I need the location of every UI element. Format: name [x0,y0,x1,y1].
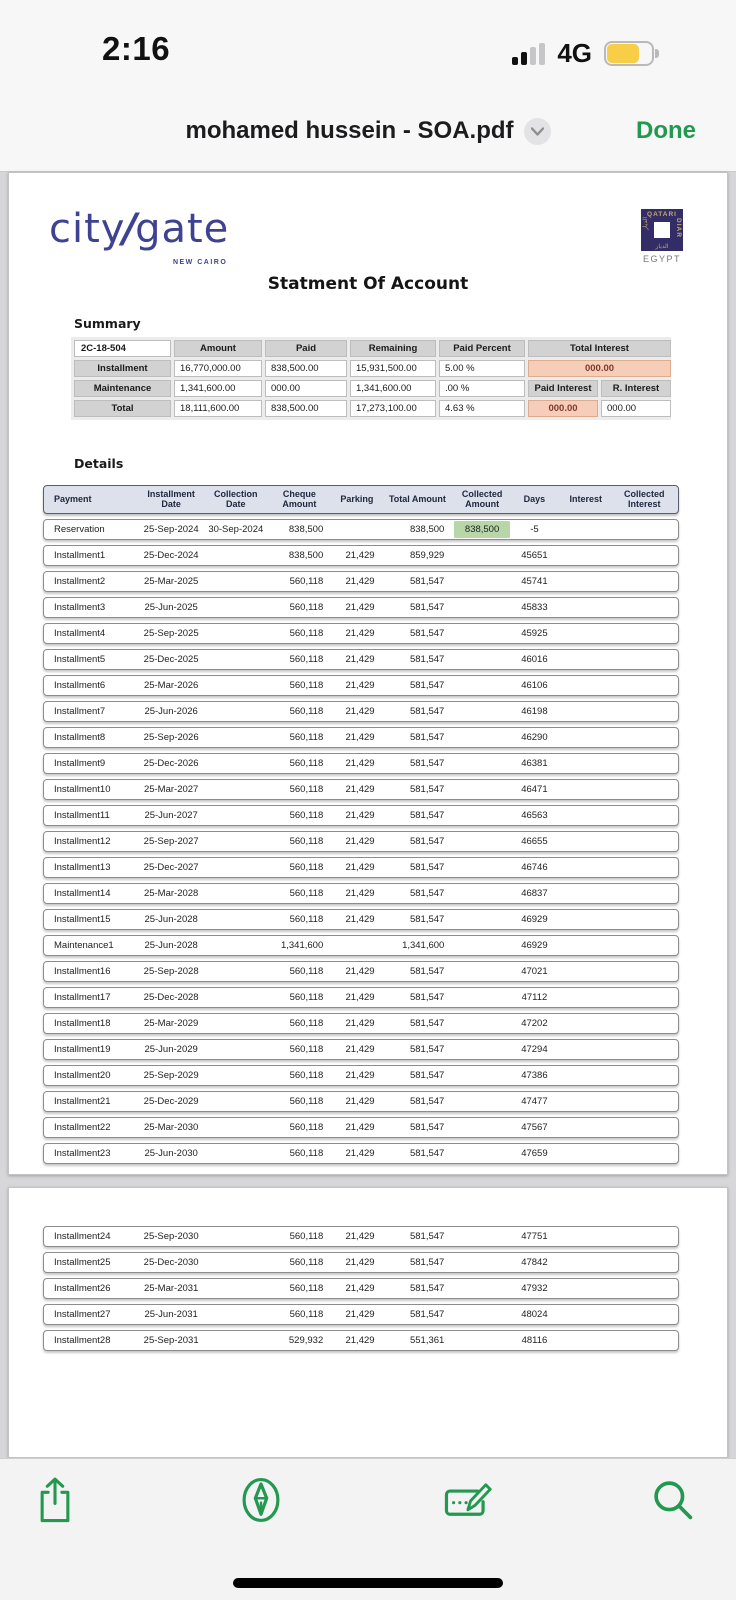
days-cell: 45741 [521,575,548,587]
maintenance-row-label: Maintenance [74,380,171,397]
parking-cell: 21,429 [345,653,375,665]
payment-cell: Installment10 [54,783,111,795]
parking-cell: 21,429 [345,809,375,821]
cheque-amount-cell: 529,932 [288,1335,324,1346]
total-amount-cell: 551,361 [409,1335,445,1346]
days-cell: 46016 [521,653,548,665]
table-row [43,1330,679,1351]
days-cell: 45833 [521,601,548,613]
payment-cell: Reservation [54,523,105,535]
total-amount-cell: 581,547 [409,1309,445,1320]
total-amount-cell: 581,547 [409,757,445,769]
payment-cell: Installment19 [54,1043,111,1055]
days-cell: 46563 [521,809,548,821]
installment-date-cell: 25-Dec-2027 [143,861,199,873]
total-amount-cell: 581,547 [409,991,445,1003]
table-row [43,649,679,670]
total-amount-cell: 581,547 [409,1095,445,1107]
details-section-label: Details [74,456,124,471]
cheque-amount-cell: 560,118 [289,809,324,821]
days-cell: 46837 [521,887,548,899]
payment-cell: Installment14 [54,887,111,899]
top-chrome [0,0,736,172]
cheque-amount-cell: 560,118 [289,601,324,613]
cheque-amount-cell: 560,118 [289,991,324,1003]
installment-date-cell: 25-Sep-2027 [143,835,199,847]
parking-cell: 21,429 [345,575,375,587]
table-row [43,935,679,956]
total-amount-cell: 581,547 [409,653,445,665]
parking-cell: 21,429 [345,549,375,561]
search-icon [651,1478,695,1522]
table-row [43,1226,679,1247]
parking-cell: 21,429 [345,731,375,743]
table-row [43,805,679,826]
payment-cell: Installment21 [54,1095,111,1107]
cheque-amount-cell: 560,118 [289,627,324,639]
payment-cell: Installment1 [54,549,106,561]
details-rows-page1 [43,519,679,1164]
days-cell: 47751 [521,1231,548,1242]
days-cell: 47842 [521,1257,548,1268]
share-icon [34,1476,76,1524]
cheque-amount-cell: 560,118 [289,1147,324,1159]
total-paid-interest: 000.00 [528,400,598,417]
header-total-amount: Total Amount [388,494,446,505]
payment-cell: Installment26 [54,1283,111,1294]
collected-amount-cell: 838,500 [452,521,512,538]
installment-amount: 16,770,000.00 [174,360,262,377]
days-cell: 47112 [521,991,548,1003]
installment-date-cell: 25-Mar-2026 [143,679,199,691]
cheque-amount-cell: 560,118 [289,575,324,587]
total-amount-cell: 581,547 [409,835,445,847]
total-amount-cell: 581,547 [409,1231,445,1242]
days-cell: 46655 [521,835,548,847]
table-row [43,597,679,618]
total-amount-cell: 859,929 [409,549,445,561]
network-type-label: 4G [557,38,592,68]
days-cell: 48024 [521,1309,548,1320]
cheque-amount-cell: 1,341,600 [280,939,324,951]
nav-bar [0,90,736,172]
parking-cell: 21,429 [345,679,375,691]
total-amount-cell: 581,547 [409,887,445,899]
days-cell: 46290 [521,731,548,743]
cheque-amount-cell: 560,118 [289,1257,324,1268]
parking-cell: 21,429 [345,705,375,717]
installment-date-cell: 25-Sep-2024 [143,523,199,535]
header-collected-amount: Collected Amount [461,489,503,510]
pdf-page-1 [8,172,728,1175]
parking-cell: 21,429 [345,1309,375,1320]
r-interest-header: R. Interest [601,380,671,397]
table-row [43,1065,679,1086]
installment-date-cell: 25-Mar-2030 [143,1121,199,1133]
total-amount-cell: 581,547 [409,861,445,873]
parking-cell: 21,429 [345,887,375,899]
total-amount-cell: 581,547 [409,679,445,691]
document-title: mohamed hussein - SOA.pdf [185,117,514,144]
cheque-amount-cell: 560,118 [289,705,324,717]
parking-cell: 21,429 [345,835,375,847]
status-time: 2:16 [102,30,171,67]
payment-cell: Installment4 [54,627,106,639]
collection-date-cell: 30-Sep-2024 [208,523,264,535]
total-amount-cell: 581,547 [409,601,445,613]
bottom-toolbar [0,1458,736,1600]
total-amount-cell: 581,547 [409,575,445,587]
days-cell: 47567 [521,1121,548,1133]
qatari-diar-logo: QATARI DIAR الديار الديار EGYPT [642,211,682,264]
summary-header-remaining: Remaining [350,340,436,357]
days-cell: 48116 [521,1335,548,1346]
total-amount-cell: 581,547 [409,627,445,639]
days-cell: 45925 [521,627,548,639]
details-table-header [43,485,679,514]
cheque-amount-cell: 560,118 [289,679,324,691]
payment-cell: Installment22 [54,1121,111,1133]
days-cell: 47932 [521,1283,548,1294]
cheque-amount-cell: 560,118 [289,1043,324,1055]
total-amount-cell: 581,547 [409,731,445,743]
summary-header-total-interest: Total Interest [528,340,671,357]
installment-date-cell: 25-Jun-2028 [144,913,198,925]
summary-header-paid: Paid [265,340,347,357]
payment-cell: Installment9 [54,757,106,769]
table-row [43,831,679,852]
installment-date-cell: 25-Jun-2030 [144,1147,198,1159]
payment-cell: Installment13 [54,861,111,873]
title-menu-button[interactable] [524,118,551,145]
table-row [43,623,679,644]
table-row [43,909,679,930]
installment-date-cell: 25-Dec-2026 [143,757,199,769]
total-amount-cell: 581,547 [409,809,445,821]
maintenance-remaining: 1,341,600.00 [350,380,436,397]
header-installment-date: Installment Date [147,489,195,510]
days-cell: 47386 [521,1069,548,1081]
total-amount-cell: 581,547 [409,1043,445,1055]
parking-cell: 21,429 [345,627,375,639]
table-row [43,701,679,722]
autofill-button[interactable] [442,1475,492,1525]
parking-cell: 21,429 [345,1283,375,1294]
payment-cell: Installment5 [54,653,106,665]
summary-section-label: Summary [74,316,141,331]
payment-cell: Installment28 [54,1335,111,1346]
maintenance-amount: 1,341,600.00 [174,380,262,397]
table-row [43,675,679,696]
total-amount-cell: 581,547 [409,705,445,717]
installment-date-cell: 25-Dec-2029 [143,1095,199,1107]
total-amount-cell: 581,547 [409,1147,445,1159]
total-amount-cell: 581,547 [409,783,445,795]
total-amount-cell: 581,547 [409,1069,445,1081]
table-row [43,1091,679,1112]
cheque-amount-cell: 560,118 [289,965,324,977]
parking-cell: 21,429 [345,1147,375,1159]
header-collection-date: Collection Date [214,489,258,510]
total-amount-cell: 1,341,600 [402,939,445,951]
parking-cell: 21,429 [345,965,375,977]
installment-paid: 838,500.00 [265,360,347,377]
table-row [43,1013,679,1034]
table-row [43,519,679,540]
total-remaining: 17,273,100.00 [350,400,436,417]
installment-date-cell: 25-Mar-2025 [143,575,199,587]
parking-cell: 21,429 [345,1043,375,1055]
payment-cell: Installment24 [54,1231,111,1242]
parking-cell: 21,429 [345,1095,375,1107]
paid-interest-header: Paid Interest [528,380,598,397]
cheque-amount-cell: 560,118 [289,1309,324,1320]
days-cell: 47477 [521,1095,548,1107]
total-amount-cell: 581,547 [409,913,445,925]
installment-date-cell: 25-Dec-2024 [143,549,199,561]
days-cell: 46929 [521,913,548,925]
payment-cell: Installment15 [54,913,111,925]
maintenance-paid-percent: .00 % [439,380,525,397]
table-row [43,1278,679,1299]
days-cell: 45651 [521,549,548,561]
table-row [43,883,679,904]
installment-remaining: 15,931,500.00 [350,360,436,377]
cheque-amount-cell: 560,118 [289,887,324,899]
payment-cell: Installment12 [54,835,111,847]
header-parking: Parking [340,494,374,505]
details-rows-page2 [43,1226,679,1351]
table-row [43,961,679,982]
table-row [43,1304,679,1325]
cheque-amount-cell: 560,118 [289,835,324,847]
logo-country-label: EGYPT [642,254,681,264]
statement-title: Statment Of Account [267,274,469,294]
maintenance-paid: 000.00 [265,380,347,397]
home-indicator[interactable] [233,1578,503,1588]
days-cell: 46471 [521,783,548,795]
table-row [43,987,679,1008]
total-amount-cell: 838,500 [409,523,445,535]
header-cheque-amount: Cheque Amount [282,489,317,510]
installment-date-cell: 25-Jun-2028 [144,939,198,951]
total-paid-percent: 4.63 % [439,400,525,417]
installment-date-cell: 25-Mar-2029 [143,1017,199,1029]
citygate-logo: city/gate NEW CAIRO [49,206,230,266]
search-button[interactable] [648,1475,698,1525]
days-cell: 47202 [521,1017,548,1029]
details-table [43,485,679,1164]
payment-cell: Installment18 [54,1017,111,1029]
installment-row-label: Installment [74,360,171,377]
table-row [43,1117,679,1138]
payment-cell: Installment11 [54,809,110,821]
header-days: Days [523,494,546,505]
payment-cell: Installment8 [54,731,106,743]
total-amount-cell: 581,547 [409,1121,445,1133]
signal-strength-icon [512,43,545,65]
table-row [43,1039,679,1060]
payment-cell: Installment16 [54,965,111,977]
installment-date-cell: 25-Mar-2028 [143,887,199,899]
status-bar [0,0,736,90]
cheque-amount-cell: 560,118 [289,1283,324,1294]
parking-cell: 21,429 [345,913,375,925]
days-cell: 46929 [521,939,548,951]
total-amount-cell: 581,547 [409,965,445,977]
done-button[interactable]: Done [636,117,696,144]
parking-cell: 21,429 [345,601,375,613]
cheque-amount-cell: 560,118 [289,1231,324,1242]
installment-paid-percent: 5.00 % [439,360,525,377]
markup-pen-icon [239,1476,283,1524]
installment-date-cell: 25-Dec-2030 [143,1257,199,1268]
header-interest: Interest [569,494,602,505]
cheque-amount-cell: 560,118 [289,1121,324,1133]
cheque-amount-cell: 560,118 [289,783,324,795]
total-amount-cell: 581,547 [409,1017,445,1029]
total-amount-cell: 581,547 [409,1283,445,1294]
table-row [43,857,679,878]
details-table-continued [43,1188,679,1351]
share-button[interactable] [30,1475,80,1525]
cheque-amount-cell: 560,118 [289,653,324,665]
installment-date-cell: 25-Jun-2027 [144,809,198,821]
payment-cell: Installment17 [54,991,111,1003]
days-cell: 47659 [521,1147,548,1159]
cheque-amount-cell: 560,118 [289,731,324,743]
table-row [43,727,679,748]
summary-table [71,337,671,420]
payment-cell: Installment2 [54,575,106,587]
table-row [43,753,679,774]
installment-date-cell: 25-Sep-2029 [143,1069,199,1081]
pdf-page-2 [8,1187,728,1458]
pdf-viewport[interactable] [0,172,736,1458]
installment-date-cell: 25-Dec-2028 [143,991,199,1003]
installment-date-cell: 25-Sep-2026 [143,731,199,743]
cheque-amount-cell: 560,118 [289,757,324,769]
installment-date-cell: 25-Sep-2030 [143,1231,199,1242]
parking-cell: 21,429 [345,757,375,769]
days-cell: 46746 [521,861,548,873]
payment-cell: Installment7 [54,705,106,717]
parking-cell: 21,429 [345,1017,375,1029]
payment-cell: Installment23 [54,1147,111,1159]
cheque-amount-cell: 560,118 [289,1017,324,1029]
markup-button[interactable] [236,1475,286,1525]
header-collected-interest: Collected Interest [623,489,665,510]
installment-date-cell: 25-Jun-2025 [144,601,198,613]
days-cell: 47021 [521,965,548,977]
parking-cell: 21,429 [345,861,375,873]
parking-cell: 21,429 [345,1257,375,1268]
payment-cell: Installment3 [54,601,106,613]
cheque-amount-cell: 560,118 [289,861,324,873]
installment-date-cell: 25-Jun-2031 [144,1309,198,1320]
unit-code-cell: 2C-18-504 [74,340,171,357]
days-cell: 46106 [521,679,548,691]
form-fill-icon [442,1477,492,1523]
parking-cell: 21,429 [345,1231,375,1242]
battery-icon [604,41,654,66]
table-row [43,571,679,592]
total-amount: 18,111,600.00 [174,400,262,417]
installment-date-cell: 25-Jun-2029 [144,1043,198,1055]
parking-cell: 21,429 [345,1335,375,1346]
days-cell: 46381 [521,757,548,769]
parking-cell: 21,429 [345,991,375,1003]
payment-cell: Installment25 [54,1257,111,1268]
parking-cell: 21,429 [345,783,375,795]
total-paid: 838,500.00 [265,400,347,417]
citygate-tagline: NEW CAIRO [172,259,228,266]
days-cell: 47294 [521,1043,548,1055]
table-row [43,545,679,566]
cheque-amount-cell: 560,118 [289,1095,324,1107]
cheque-amount-cell: 560,118 [289,1069,324,1081]
total-r-interest: 000.00 [601,400,671,417]
days-cell: 46198 [521,705,548,717]
cheque-amount-cell: 838,500 [288,549,324,561]
installment-date-cell: 25-Jun-2026 [144,705,198,717]
header-payment: Payment [54,494,92,505]
payment-cell: Installment20 [54,1069,111,1081]
days-cell: -5 [530,523,539,535]
installment-total-interest: 000.00 [528,360,671,377]
cheque-amount-cell: 838,500 [288,523,324,535]
parking-cell: 21,429 [345,1121,375,1133]
payment-cell: Installment27 [54,1309,111,1320]
installment-date-cell: 25-Dec-2025 [143,653,199,665]
parking-cell: 21,429 [345,1069,375,1081]
cheque-amount-cell: 560,118 [289,913,324,925]
summary-header-paid-percent: Paid Percent [439,340,525,357]
table-row [43,1252,679,1273]
installment-date-cell: 25-Mar-2027 [143,783,199,795]
installment-date-cell: 25-Sep-2031 [143,1335,199,1346]
total-row-label: Total [74,400,171,417]
table-row [43,1143,679,1164]
installment-date-cell: 25-Mar-2031 [143,1283,199,1294]
table-row [43,779,679,800]
chevron-down-icon [531,127,544,136]
total-amount-cell: 581,547 [409,1257,445,1268]
installment-date-cell: 25-Sep-2025 [143,627,199,639]
summary-header-amount: Amount [174,340,262,357]
payment-cell: Maintenance1 [54,939,114,951]
installment-date-cell: 25-Sep-2028 [143,965,199,977]
payment-cell: Installment6 [54,679,106,691]
